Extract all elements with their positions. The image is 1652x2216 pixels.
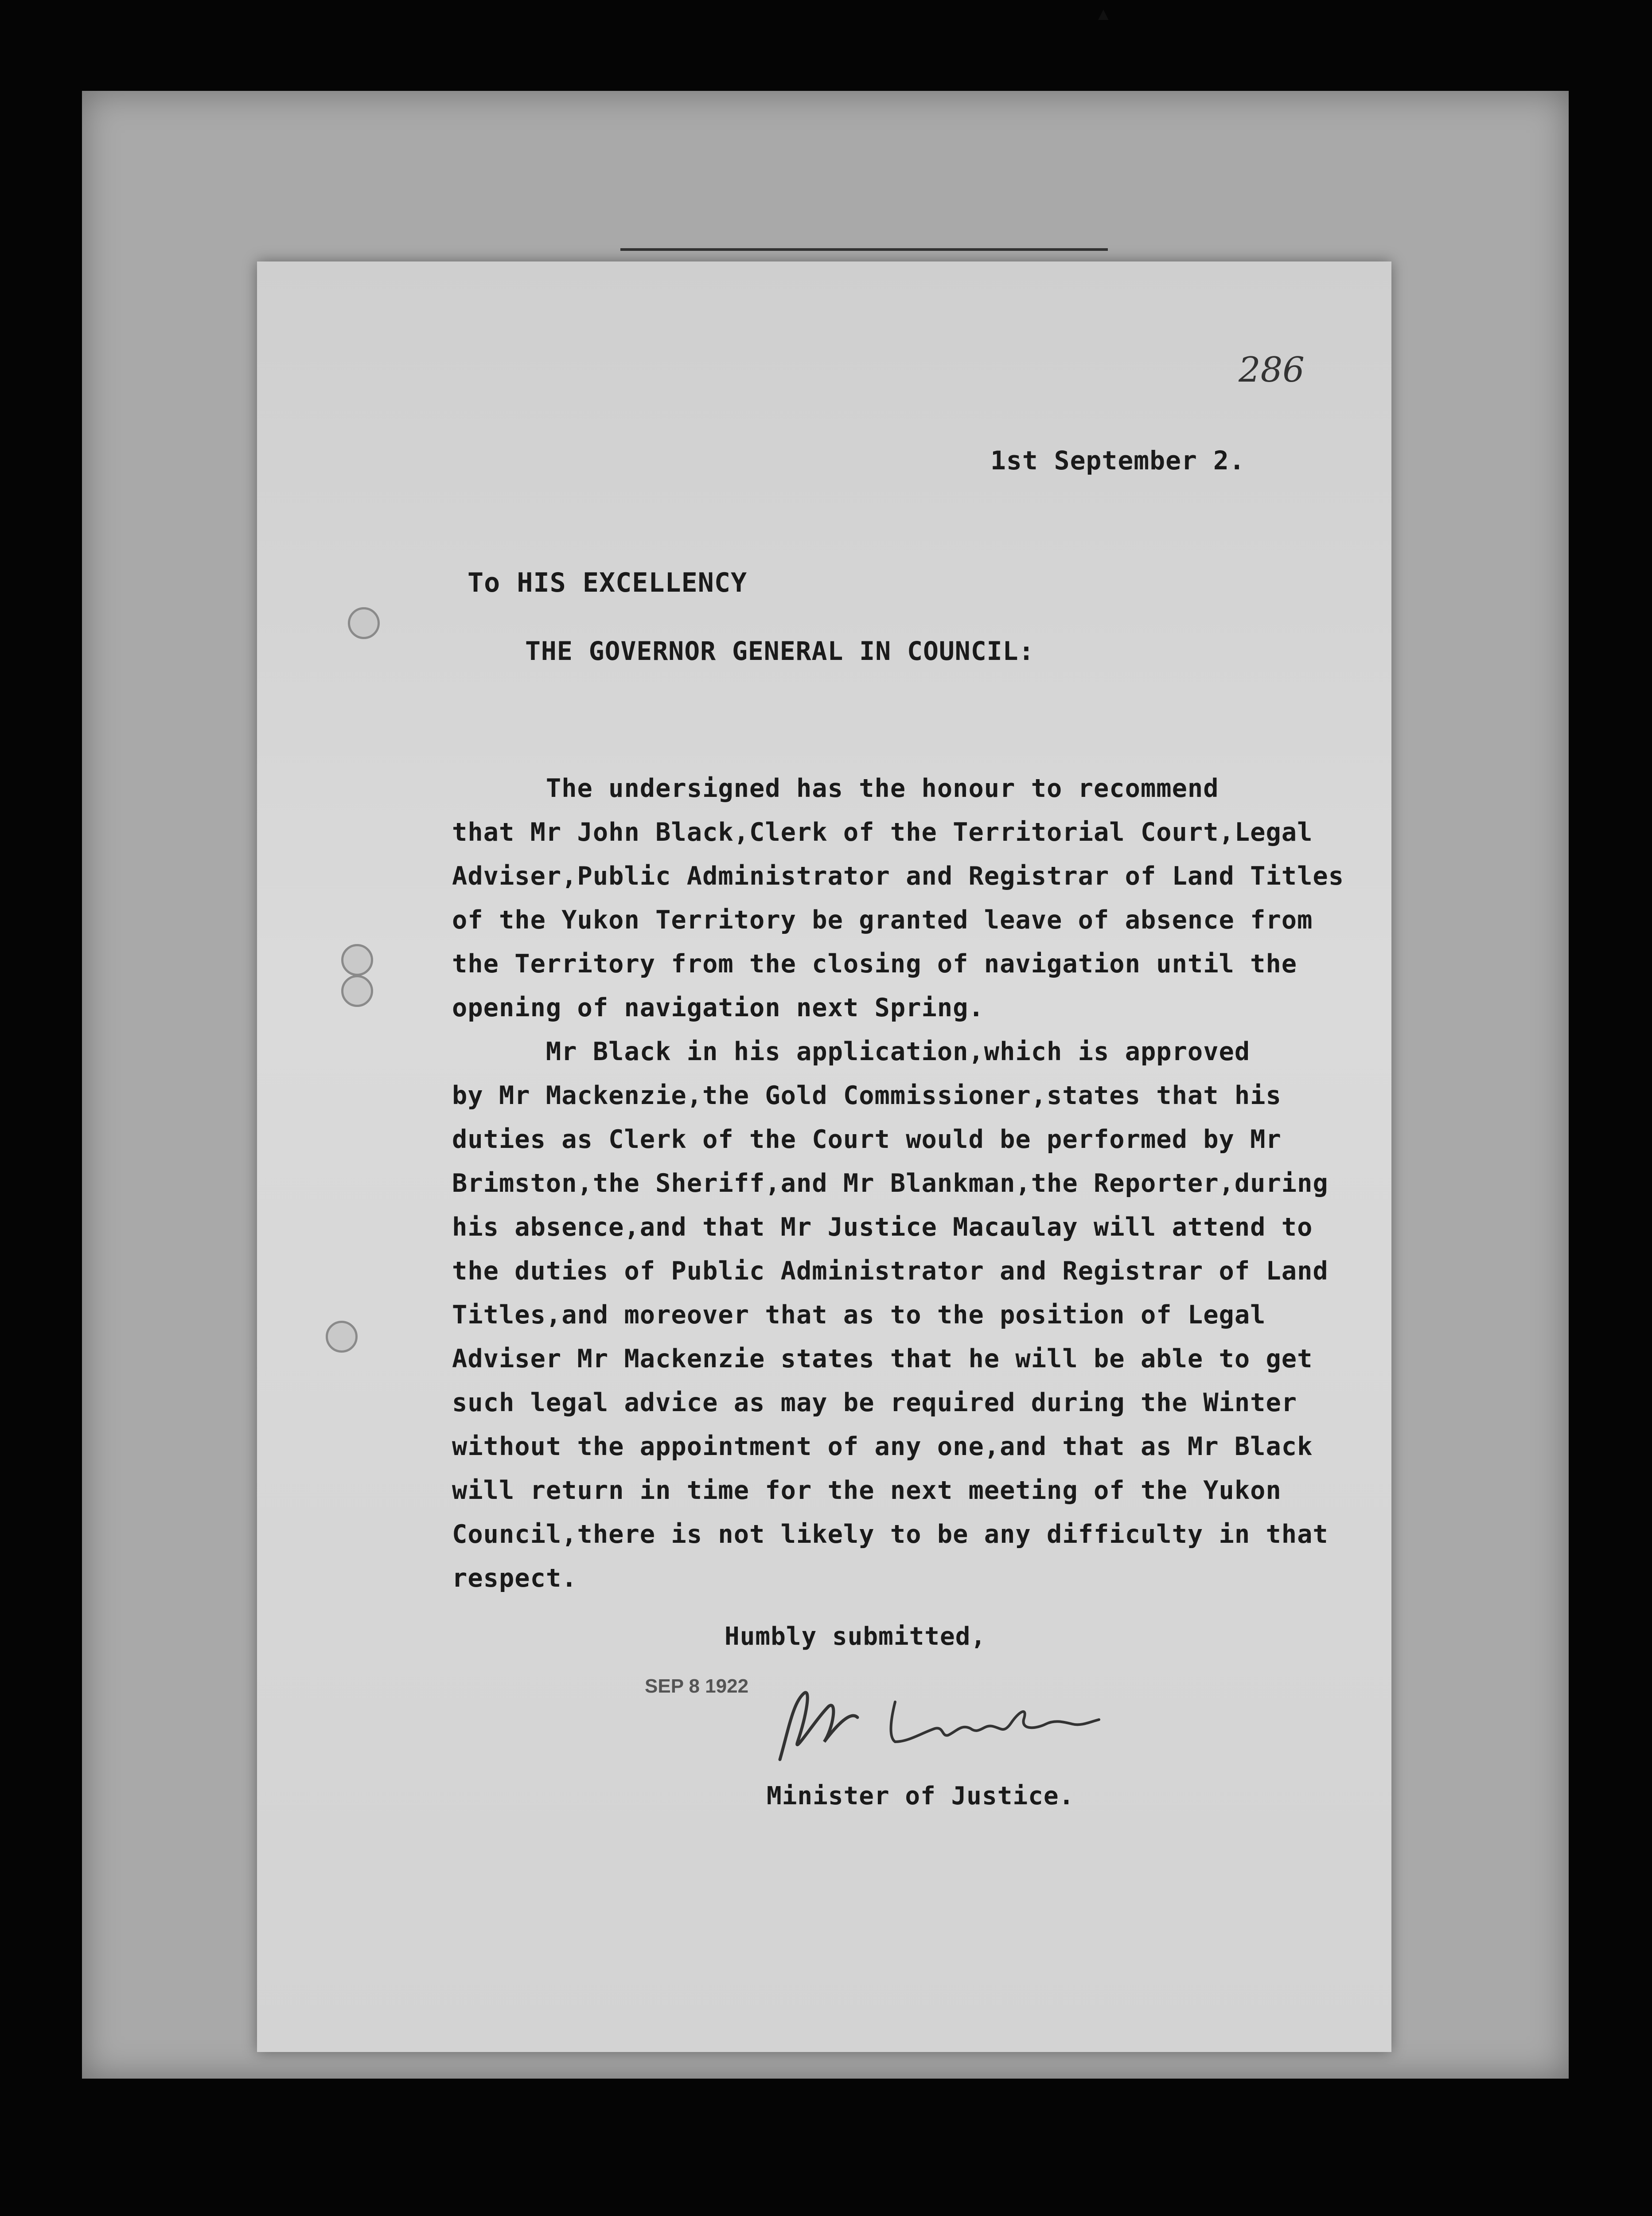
sheet-edge-line [620, 248, 1108, 251]
body-line: without the appointment of any one,and that as Mr Black [452, 1432, 1313, 1461]
body-line: his absence,and that Mr Justice Macaulay will attend to [452, 1213, 1313, 1242]
received-stamp: SEP 8 1922 [645, 1675, 749, 1697]
body-line: that Mr John Black,Clerk of the Territorial Court,Legal [452, 818, 1313, 847]
punch-hole [341, 944, 373, 976]
punch-hole [326, 1321, 358, 1353]
addressee: THE GOVERNOR GENERAL IN COUNCIL: [525, 636, 1035, 666]
film-notch: ▲ [1095, 4, 1112, 24]
body-line: Adviser Mr Mackenzie states that he will be able to get [452, 1344, 1313, 1373]
punch-hole [348, 607, 380, 639]
body-line: the Territory from the closing of navigation until the [452, 949, 1297, 979]
salutation: To HIS EXCELLENCY [468, 567, 748, 598]
body-line: Titles,and moreover that as to the position of Legal [452, 1300, 1266, 1330]
body-line: will return in time for the next meeting of the Yukon [452, 1476, 1282, 1505]
punch-hole [341, 975, 373, 1007]
signature-image [762, 1675, 1108, 1773]
body-line: Council,there is not likely to be any difficulty in that [452, 1520, 1329, 1549]
body-line: Brimston,the Sheriff,and Mr Blankman,the Reporter,during [452, 1169, 1329, 1198]
body-line: the duties of Public Administrator and Registrar of Land [452, 1256, 1329, 1286]
body-line: such legal advice as may be required during the Winter [452, 1388, 1297, 1417]
body-line: Adviser,Public Administrator and Registrar of Land Titles [452, 862, 1344, 891]
closing: Humbly submitted, [725, 1622, 986, 1651]
body-line: Mr Black in his application,which is approved [452, 1037, 1251, 1066]
page-number: 286 [1239, 350, 1305, 390]
body-line: opening of navigation next Spring. [452, 993, 984, 1022]
body-line: duties as Clerk of the Court would be performed by Mr [452, 1125, 1282, 1154]
signatory-title: Minister of Justice. [767, 1782, 1075, 1810]
letter-date: 1st September 2. [990, 445, 1245, 476]
body-line: respect. [452, 1564, 577, 1593]
body-line: of the Yukon Territory be granted leave of absence from [452, 905, 1313, 935]
letter-body [452, 767, 1344, 1600]
body-line: by Mr Mackenzie,the Gold Commissioner,states that his [452, 1081, 1282, 1110]
body-line: The undersigned has the honour to recommend [452, 774, 1219, 803]
